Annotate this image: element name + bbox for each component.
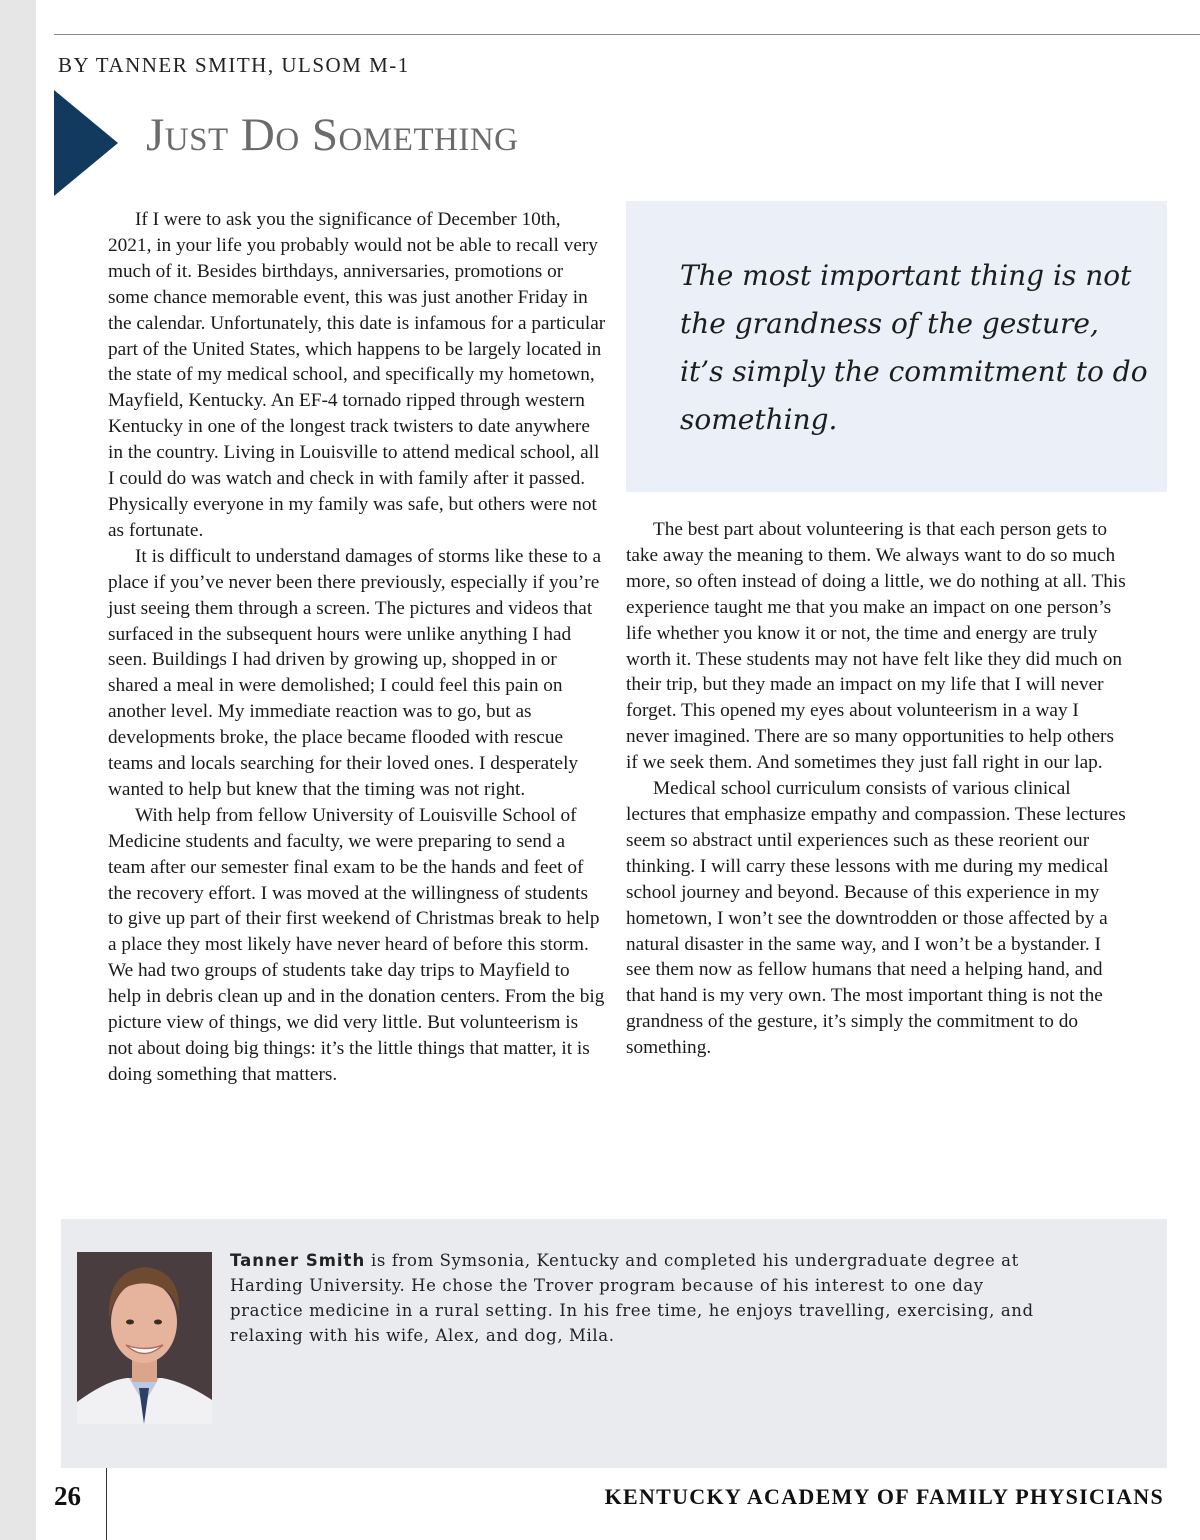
publication-name: KENTUCKY ACADEMY OF FAMILY PHYSICIANS — [604, 1484, 1164, 1509]
article-column-left — [108, 207, 606, 1088]
byline: BY TANNER SMITH, ULSOM M-1 — [58, 53, 410, 77]
pull-quote: The most important thing is not the grandness of the gesture, it’s simply the commitment to do something. — [680, 259, 1148, 436]
author-bio — [230, 1248, 1060, 1348]
page-edge-band — [0, 0, 36, 1540]
article-paragraph: The best part about volunteering is that each person gets to take away the meaning to them. We always want to do so much more, so often instead of doing a little, we do nothing at all. This experience taught me that you make an impact on one person’s life whether you know it or not, the time and energy are truly worth it. These students may not have felt like they did much on their trip, but they made an impact on my life that I will never forget. This opened my eyes about volunteerism in a way I never imagined. There are so many opportunities to help others if we seek them. And sometimes they just fall right in our lap. — [626, 519, 1126, 774]
header-rule — [54, 34, 1200, 35]
article-title: Just Do Something — [146, 109, 519, 161]
author-name: Tanner Smith — [230, 1251, 366, 1270]
article-paragraph: It is difficult to understand damages of storms like these to a place if you’ve never been there previously, especially if you’re just seeing them through a screen. The pictures and videos that surfaced in the subsequent hours were unlike anything I had seen. Buildings I had driven by growing up, shopped in or shared a meal in were demolished; I could feel this pain on another level. My immediate reaction was to go, but as developments broke, the place became flooded with rescue teams and locals searching for their loved ones. I desperately wanted to help but knew that the timing was not right. — [108, 545, 602, 800]
footer-divider — [106, 1468, 107, 1540]
page-number: 26 — [54, 1481, 81, 1511]
article-paragraph: With help from fellow University of Louisville School of Medicine students and faculty, we were preparing to send a team after our semester final exam to be the hands and feet of the recovery effort. I was moved at the willingness of students to give up part of their first weekend of Christmas break to help a place they most likely have never heard of before this storm. We had two groups of students take day trips to Mayfield to help in debris clean up and in the donation centers. From the big picture view of things, we did very little. But volunteerism is not about doing big things: it’s the little things that matter, it is doing something that matters. — [108, 804, 605, 1085]
pull-quote-box — [626, 201, 1167, 492]
article-paragraph: If I were to ask you the significance of December 10th, 2021, in your life you probably would not be able to recall very much of it. Besides birthdays, anniversaries, promotions or some chance memorable event, this was just another Friday in the calendar. Unfortunately, this date is infamous for a particular part of the United States, which happens to be largely located in the state of my medical school, and specifically my hometown, Mayfield, Kentucky. An EF-4 tornado ripped through western Kentucky in one of the longest track twisters to date anywhere in the country. Living in Louisville to attend medical school, all I could do was watch and check in with family after it passed. Physically everyone in my family was safe, but others were not as fortunate. — [108, 209, 606, 541]
author-photo — [77, 1252, 212, 1424]
article-column-right — [626, 517, 1126, 1061]
article-paragraph: Medical school curriculum consists of various clinical lectures that emphasize empathy and compassion. These lectures seem so abstract until experiences such as these reorient our thinking. I will carry these lessons with me during my medical school journey and beyond. Because of this experience in my hometown, I won’t see the downtrodden or those affected by a natural disaster in the same way, and I won’t be a bystander. I see them now as fellow humans that need a helping hand, and that hand is my very own. The most important thing is not the grandness of the gesture, it’s simply the commitment to do something. — [626, 778, 1126, 1059]
play-triangle-icon — [54, 90, 118, 196]
author-portrait-icon — [77, 1252, 212, 1424]
author-bio-box — [61, 1219, 1167, 1468]
author-bio-text: is from Symsonia, Kentucky and completed his undergraduate degree at Harding University. He chose the Trover program because of his interest to one day practice medicine in a rural setting. In his free time, he enjoys travelling, exercising, and relaxing with his wife, Alex, and dog, Mila. — [230, 1251, 1034, 1345]
